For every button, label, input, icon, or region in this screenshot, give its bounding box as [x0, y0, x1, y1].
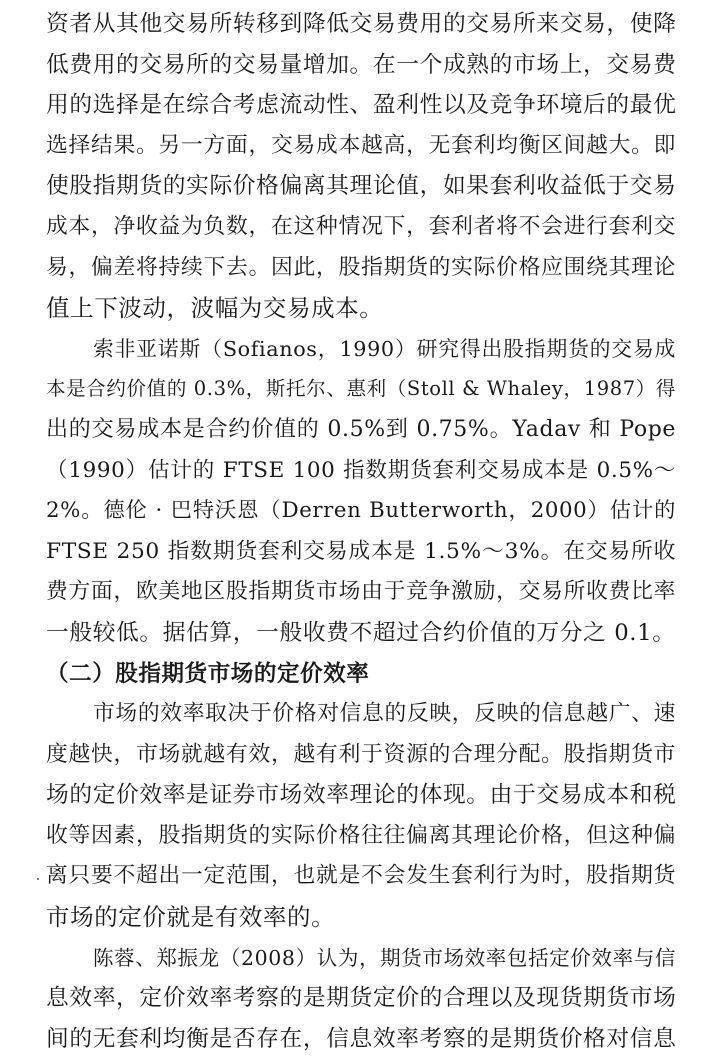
text-line: 出的交易成本是合约价值的 0.5%到 0.75%。Yadav 和 Pope [46, 416, 676, 442]
text-line: 陈蓉、郑振龙（2008）认为，期货市场效率包括定价效率与信 [93, 945, 676, 970]
text-line: 选择结果。另一方面，交易成本越高，无套利均衡区间越大。即 [46, 132, 676, 158]
text-line: 资者从其他交易所转移到降低交易费用的交易所来交易，使降 [46, 11, 677, 37]
paragraph-cost-studies [46, 329, 676, 654]
text-line: 用的选择是在综合考虑流动性、盈利性以及竞争环境后的最优 [46, 92, 677, 119]
text-line: 本是合约价值的 0.3%，斯托尔、惠利（Stoll & Whaley，1987）得 [46, 377, 676, 401]
text-line: 度越快，市场就越有效，越有利于资源的合理分配。股指期货市 [46, 741, 676, 767]
text-line: FTSE 250 指数期货套利交易成本是 1.5%～3%。在交易所收 [46, 538, 676, 564]
text-line: 离只要不超出一定范围，也就是不会发生套利行为时，股指期货 [46, 863, 676, 889]
paragraph-market-efficiency [46, 938, 676, 1059]
text-line: 间的无套利均衡是否存在，信息效率考察的是期货价格对信息 [46, 1025, 677, 1052]
document-page [46, 4, 676, 1059]
text-line: 2%。德伦 · 巴特沃恩（Derren Butterworth，2000）估计的 [46, 498, 676, 524]
text-line: 值上下波动，波幅为交易成本。 [46, 294, 384, 323]
text-line: 费方面，欧美地区股指期货市场由于竞争激励，交易所收费比率 [46, 579, 676, 605]
text-line: 市场的定价就是有效率的。 [46, 903, 336, 932]
text-line: （1990）估计的 FTSE 100 指数期货套利交易成本是 0.5%～ [46, 457, 676, 483]
text-line: 市场的效率取决于价格对信息的反映，反映的信息越广、速 [93, 701, 676, 727]
section-heading: （二）股指期货市场的定价效率 [46, 660, 370, 687]
text-line: 低费用的交易所的交易量增加。在一个成熟的市场上，交易费 [46, 51, 677, 78]
text-line: 场的定价效率是证券市场效率理论的体现。由于交易成本和税 [46, 782, 677, 809]
paragraph-transaction-cost [46, 4, 676, 329]
text-line: 索非亚诺斯（Sofianos，1990）研究得出股指期货的交易成 [93, 336, 676, 361]
text-line: 易，偏差将持续下去。因此，股指期货的实际价格应围绕其理论 [46, 254, 676, 280]
text-line: 收等因素，股指期货的实际价格往往偏离其理论价格，但这种偏 [46, 822, 676, 848]
text-line: 使股指期货的实际价格偏离其理论值，如果套利收益低于交易 [46, 173, 677, 200]
text-line: 成本，净收益为负数，在这种情况下，套利者将不会进行套利交 [46, 213, 676, 239]
text-line: 一般较低。据估算，一般收费不超过合约价值的万分之 0.1。 [46, 619, 676, 646]
paragraph-pricing-efficiency [46, 694, 676, 938]
text-line: 息效率，定价效率考察的是期货定价的合理以及现货期货市场 [46, 985, 677, 1012]
scan-speck [37, 878, 39, 880]
